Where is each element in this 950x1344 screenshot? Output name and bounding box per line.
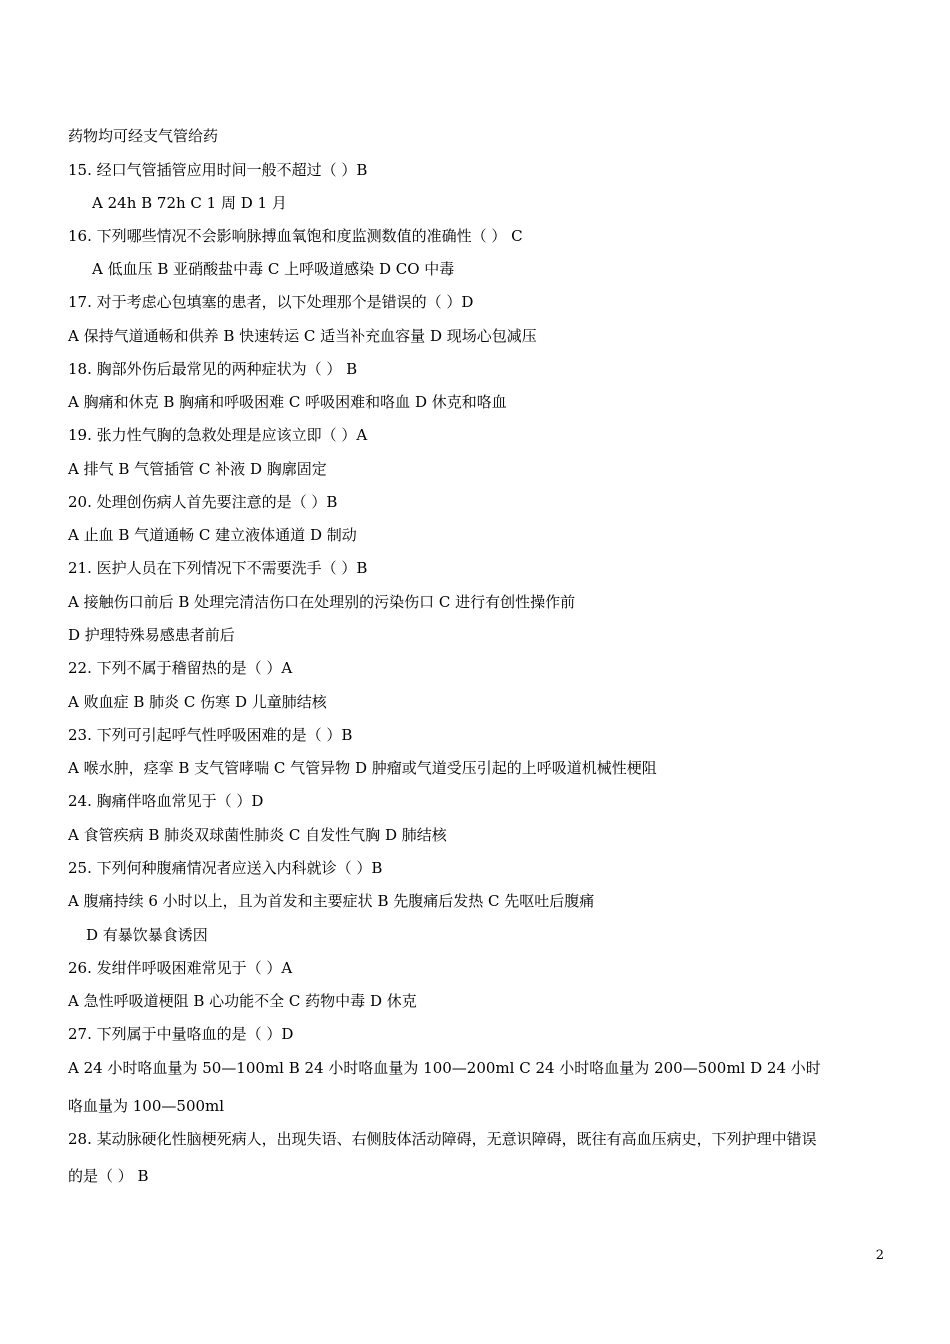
options-21: A 接触伤口前后 B 处理完清洁伤口在处理别的污染伤口 C 进行有创性操作前 — [68, 593, 576, 611]
options-23: A 喉水肿，痉挛 B 支气管哮喘 C 气管异物 D 肿瘤或气道受压引起的上呼吸道机械性梗阻 — [68, 759, 657, 777]
options-20: A 止血 B 气道通畅 C 建立液体通道 D 制动 — [68, 526, 357, 544]
question-15: 15. 经口气管插管应用时间一般不超过（ ）B — [68, 161, 368, 179]
options-18: A 胸痛和休克 B 胸痛和呼吸困难 C 呼吸困难和咯血 D 休克和咯血 — [68, 393, 507, 411]
question-28: 28. 某动脉硬化性脑梗死病人，出现失语、右侧肢体活动障碍，无意识障碍，既往有高血压病史，下列护理中错误 — [68, 1130, 817, 1148]
options-25-continued: D 有暴饮暴食诱因 — [86, 926, 208, 944]
question-26: 26. 发绀伴呼吸困难常见于（ ）A — [68, 959, 293, 977]
question-16: 16. 下列哪些情况不会影响脉搏血氧饱和度监测数值的准确性（ ） C — [68, 227, 523, 245]
options-16: A 低血压 B 亚硝酸盐中毒 C 上呼吸道感染 D CO 中毒 — [92, 260, 455, 278]
question-18: 18. 胸部外伤后最常见的两种症状为（ ） B — [68, 360, 358, 378]
question-20: 20. 处理创伤病人首先要注意的是（ ）B — [68, 493, 338, 511]
options-27-continued: 咯血量为 100—500ml — [68, 1097, 225, 1115]
options-17: A 保持气道通畅和供养 B 快速转运 C 适当补充血容量 D 现场心包减压 — [68, 327, 537, 345]
options-24: A 食管疾病 B 肺炎双球菌性肺炎 C 自发性气胸 D 肺结核 — [68, 826, 447, 844]
question-27: 27. 下列属于中量咯血的是（ ）D — [68, 1025, 294, 1043]
question-19: 19. 张力性气胸的急救处理是应该立即（ ）A — [68, 426, 368, 444]
options-19: A 排气 B 气管插管 C 补液 D 胸廓固定 — [68, 460, 327, 478]
options-22: A 败血症 B 肺炎 C 伤寒 D 儿童肺结核 — [68, 693, 327, 711]
question-24: 24. 胸痛伴咯血常见于（ ）D — [68, 792, 264, 810]
options-27: A 24 小时咯血量为 50—100ml B 24 小时咯血量为 100—200ml C 24 小时咯血量为 200—500ml D 24 小时 — [68, 1059, 821, 1077]
page-number: 2 — [875, 1248, 884, 1263]
question-25: 25. 下列何种腹痛情况者应送入内科就诊（ ）B — [68, 859, 383, 877]
options-21-continued: D 护理特殊易感患者前后 — [68, 626, 235, 644]
question-17: 17. 对于考虑心包填塞的患者，以下处理那个是错误的（ ）D — [68, 293, 474, 311]
options-25: A 腹痛持续 6 小时以上，且为首发和主要症状 B 先腹痛后发热 C 先呕吐后腹痛 — [68, 892, 595, 910]
options-26: A 急性呼吸道梗阻 B 心功能不全 C 药物中毒 D 休克 — [68, 992, 417, 1010]
question-28-continued: 的是（ ） B — [68, 1167, 149, 1185]
options-15: A 24h B 72h C 1 周 D 1 月 — [92, 194, 287, 212]
question-23: 23. 下列可引起呼气性呼吸困难的是（ ）B — [68, 726, 353, 744]
text-line: 药物均可经支气管给药 — [68, 127, 219, 145]
question-22: 22. 下列不属于稽留热的是（ ）A — [68, 659, 293, 677]
question-21: 21. 医护人员在下列情况下不需要洗手（ ）B — [68, 559, 368, 577]
